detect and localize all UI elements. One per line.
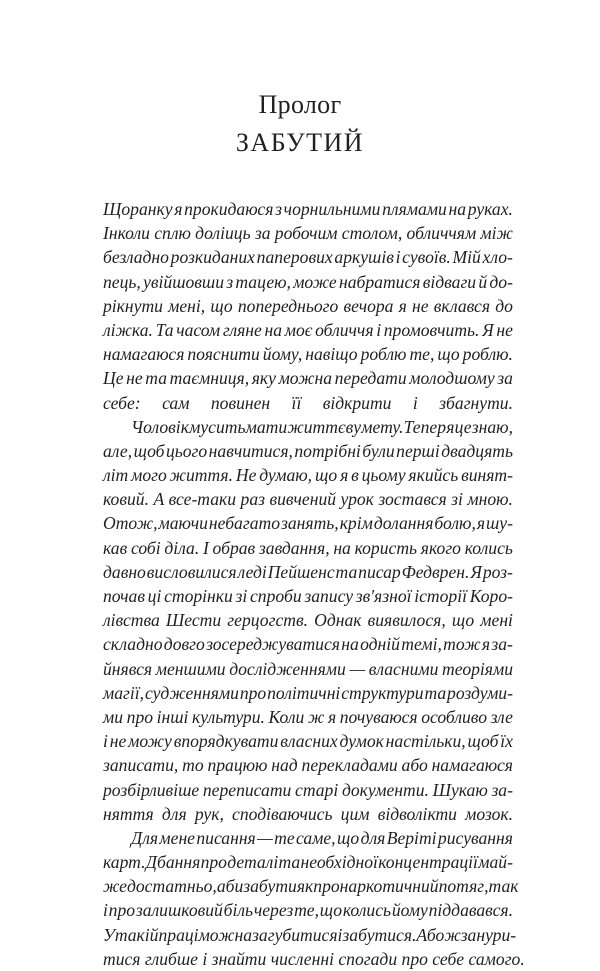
text-line: себе: сам повинен її відкрити і збагнути. — [103, 392, 513, 413]
text-line: карт. Дбання про деталі та необхідної концентрації май- — [103, 852, 513, 873]
text-line: записати, то працюю над перекладами або намагаюся — [103, 755, 513, 776]
text-line: Отож, маючи небагато занять, крім долання болю, я шу- — [103, 513, 513, 534]
chapter-header — [0, 88, 600, 160]
text-line: пець, увійшовши з тацею, може набратися відваги й до- — [103, 271, 513, 292]
text-line: і про залишковий біль через те, що колись йому піддавався. — [103, 900, 513, 921]
text-line: лівства Шести герцогств. Однак виявилося, що мені — [103, 610, 513, 631]
text-line: ліжка. Та часом гляне на моє обличчя і промовчить. Я не — [103, 319, 513, 340]
text-line: йнявся меншими дослідженнями — власними теоріями — [103, 658, 513, 679]
text-line: тися глибше і знайти численні спогади про себе самого. — [103, 948, 525, 969]
paragraph-1 — [103, 197, 513, 415]
text-line: літ мого життя. Не думаю, що я в цьому якийсь винят- — [103, 465, 513, 486]
text-line: безладно розкиданих паперових аркушів і сувоїв. Мій хло- — [103, 247, 513, 268]
text-line: кав собі діла. І обрав завдання, на користь якого колись — [103, 537, 513, 558]
text-line: Інколи сплю доліиць за робочим столом, обличчям між — [103, 223, 513, 244]
text-line: Чоловік мусить мати життєву мету. Тепер я це знаю, — [131, 416, 513, 437]
text-line: же достатньо, аби забути як про наркотичний потяг, так — [103, 876, 519, 897]
text-line: розбірливіше переписати старі документи. Шукаю за- — [103, 779, 513, 800]
text-line: Для мене писання — те саме, що для Веріті рисування — [131, 827, 513, 848]
text-line: почав ці сторінки зі спроби запису зв'язної історії Коро- — [103, 586, 513, 606]
text-line: ковий. А все-таки раз вивчений урок зостався зі мною. — [103, 489, 513, 510]
text-line: Щоранку я прокидаюся з чорнильними плямами на руках. — [103, 199, 513, 219]
text-line: магії, судженнями про політичні структури та роздуми- — [103, 682, 513, 703]
text-line: няття для рук, сподіваючись цим відволікти мозок. — [103, 803, 513, 824]
chapter-title: ЗАБУТИЙ — [235, 128, 365, 157]
text-line: намагаюся пояснити йому, навіщо роблю те, що роблю. — [103, 344, 513, 365]
text-line: складно довго зосереджуватися на одній темі, тож я за- — [103, 634, 513, 655]
paragraph-2 — [103, 415, 513, 826]
text-line: Це не та таємниця, яку можна передати молодшому за — [103, 368, 513, 389]
text-line: але, щоб цього навчитися, потрібні були перші двадцять — [103, 440, 513, 461]
paragraph-3 — [103, 826, 525, 971]
text-line: рікнути мені, що попереднього вечора я не вклався до — [103, 295, 513, 316]
prologue-label: Пролог — [258, 90, 342, 119]
text-line: і не можу впорядкувати власних думок настільки, щоб їх — [103, 731, 513, 752]
text-line: ми про інші культури. Коли ж я почуваюся особливо зле — [103, 706, 513, 727]
text-line: давно висловилися леді Пейшенс та писар Федврен. Я роз- — [103, 561, 513, 582]
body-text — [103, 197, 525, 971]
text-line: У такій праці можна загубитися і забутися. Або ж занури- — [103, 924, 517, 945]
